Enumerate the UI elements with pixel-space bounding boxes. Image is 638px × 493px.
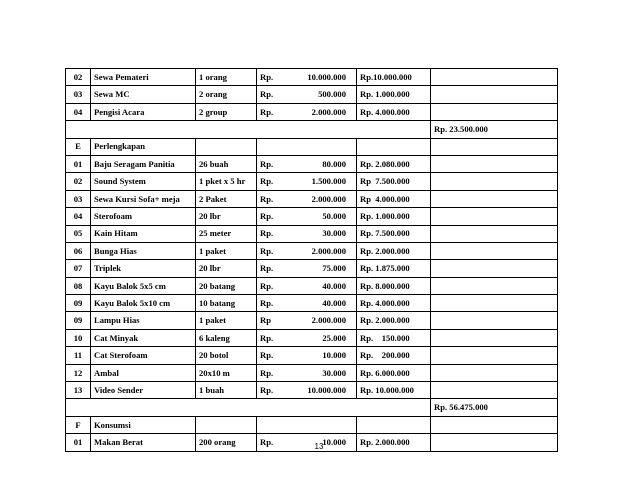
currency-label: Rp. [260, 297, 274, 308]
unit-price: 2.000.000 [311, 245, 346, 256]
item-name: Sewa MC [91, 86, 196, 103]
item-total: Rp. 2.000.000 [357, 434, 431, 451]
item-total: Rp. 1.000.000 [357, 208, 431, 225]
subtotal-row [66, 399, 558, 416]
row-number: 12 [66, 364, 91, 381]
unit-price: 80.000 [322, 158, 346, 169]
unit-price: 10.000.000 [307, 71, 346, 82]
row-number: 09 [66, 295, 91, 312]
row-number: 06 [66, 242, 91, 259]
subtotal-empty-cell [431, 208, 558, 225]
item-name: Bunga Hias [91, 242, 196, 259]
unit-price-cell [257, 312, 357, 329]
table-row [66, 208, 558, 225]
section-letter: F [66, 416, 91, 433]
subtotal-empty-cell [431, 69, 558, 86]
table-row [66, 329, 558, 346]
item-total: Rp 7.500.000 [357, 173, 431, 190]
table-row [66, 225, 558, 242]
section-empty-cell [257, 416, 357, 433]
unit-price-cell [257, 86, 357, 103]
subtotal-empty-cell [431, 329, 558, 346]
unit-price: 40.000 [322, 280, 346, 291]
subtotal-empty-cell [431, 86, 558, 103]
unit-price: 10.000 [322, 437, 346, 448]
unit-price-cell [257, 173, 357, 190]
row-number: 01 [66, 155, 91, 172]
currency-label: Rp. [260, 211, 274, 222]
table-row [66, 86, 558, 103]
row-number: 03 [66, 190, 91, 207]
unit-price: 1.500.000 [311, 176, 346, 187]
row-number: 13 [66, 382, 91, 399]
currency-label: Rp. [260, 106, 274, 117]
table-row [66, 103, 558, 120]
unit-price-cell [257, 155, 357, 172]
subtotal-empty-cell [431, 103, 558, 120]
table-row [66, 347, 558, 364]
row-number: 04 [66, 208, 91, 225]
row-number: 10 [66, 329, 91, 346]
item-total: Rp. 2.080.000 [357, 155, 431, 172]
currency-label: Rp. [260, 263, 274, 274]
item-volume: 20 lbr [196, 208, 257, 225]
currency-label: Rp. [260, 158, 274, 169]
subtotal-empty-cell [431, 382, 558, 399]
currency-label: Rp. [260, 89, 274, 100]
item-volume: 1 paket [196, 312, 257, 329]
section-title: Konsumsi [91, 416, 196, 433]
budget-table-body [66, 69, 558, 452]
item-name: Sewa Kursi Sofa+ meja [91, 190, 196, 207]
subtotal-empty-cell [431, 295, 558, 312]
row-number: 08 [66, 277, 91, 294]
row-number: 05 [66, 225, 91, 242]
unit-price: 50.000 [322, 211, 346, 222]
item-total: Rp. 1.000.000 [357, 86, 431, 103]
item-volume: 20 lbr [196, 260, 257, 277]
unit-price-cell [257, 260, 357, 277]
item-volume: 20x10 m [196, 364, 257, 381]
unit-price-cell [257, 103, 357, 120]
item-total: Rp.10.000.000 [357, 69, 431, 86]
page-number: 13 [314, 442, 324, 451]
item-name: Sewa Pemateri [91, 69, 196, 86]
unit-price: 75.000 [322, 263, 346, 274]
subtotal-empty-cell [431, 277, 558, 294]
item-name: Sterofoam [91, 208, 196, 225]
item-name: Baju Seragam Panitia [91, 155, 196, 172]
table-row [66, 382, 558, 399]
item-total: Rp. 1.875.000 [357, 260, 431, 277]
item-total: Rp. 8.000.000 [357, 277, 431, 294]
section-header-row [66, 138, 558, 155]
table-row [66, 69, 558, 86]
item-name: Sound System [91, 173, 196, 190]
item-total: Rp. 7.500.000 [357, 225, 431, 242]
section-title: Perlengkapan [91, 138, 196, 155]
unit-price-cell [257, 347, 357, 364]
currency-label: Rp. [260, 367, 274, 378]
item-name: Cat Sterofoam [91, 347, 196, 364]
currency-label: Rp. [260, 71, 274, 82]
unit-price-cell [257, 329, 357, 346]
subtotal-empty-cell [431, 173, 558, 190]
item-name: Cat Minyak [91, 329, 196, 346]
unit-price-cell [257, 225, 357, 242]
item-volume: 20 botol [196, 347, 257, 364]
section-letter: E [66, 138, 91, 155]
currency-label: Rp. [260, 384, 274, 395]
section-empty-cell [431, 416, 558, 433]
item-volume: 26 buah [196, 155, 257, 172]
unit-price: 2.000.000 [311, 315, 346, 326]
currency-label: Rp. [260, 245, 274, 256]
section-empty-cell [257, 138, 357, 155]
item-total: Rp 4.000.000 [357, 190, 431, 207]
table-row [66, 295, 558, 312]
row-number: 07 [66, 260, 91, 277]
unit-price-cell [257, 277, 357, 294]
item-volume: 1 pket x 5 hr [196, 173, 257, 190]
currency-label: Rp. [260, 228, 274, 239]
unit-price-cell [257, 190, 357, 207]
item-total: Rp. 200.000 [357, 347, 431, 364]
item-name: Triplek [91, 260, 196, 277]
item-volume: 1 buah [196, 382, 257, 399]
item-total: Rp. 6.000.000 [357, 364, 431, 381]
item-name: Lampu Hias [91, 312, 196, 329]
subtotal-empty-cell [431, 225, 558, 242]
unit-price-cell [257, 382, 357, 399]
table-row [66, 190, 558, 207]
item-name: Kayu Balok 5x5 cm [91, 277, 196, 294]
section-empty-cell [357, 138, 431, 155]
currency-label: Rp. [260, 437, 274, 448]
item-volume: 10 batang [196, 295, 257, 312]
section-header-row [66, 416, 558, 433]
item-volume: 2 orang [196, 86, 257, 103]
currency-label: Rp. [260, 280, 274, 291]
subtotal-spacer [66, 399, 431, 416]
currency-label: Rp. [260, 193, 274, 204]
unit-price: 25.000 [322, 332, 346, 343]
row-number: 02 [66, 69, 91, 86]
unit-price: 2.000.000 [311, 193, 346, 204]
row-number: 01 [66, 434, 91, 451]
item-name: Ambal [91, 364, 196, 381]
unit-price: 40.000 [322, 297, 346, 308]
table-row [66, 312, 558, 329]
table-row [66, 242, 558, 259]
item-name: Pengisi Acara [91, 103, 196, 120]
subtotal-value: Rp. 56.475.000 [431, 399, 558, 416]
item-volume: 200 orang [196, 434, 257, 451]
table-row [66, 364, 558, 381]
row-number: 03 [66, 86, 91, 103]
item-name: Makan Berat [91, 434, 196, 451]
item-volume: 2 group [196, 103, 257, 120]
item-volume: 1 orang [196, 69, 257, 86]
unit-price-cell [257, 364, 357, 381]
item-name: Kayu Balok 5x10 cm [91, 295, 196, 312]
item-volume: 25 meter [196, 225, 257, 242]
table-row [66, 277, 558, 294]
row-number: 09 [66, 312, 91, 329]
item-total: Rp. 2.000.000 [357, 312, 431, 329]
unit-price: 30.000 [322, 228, 346, 239]
unit-price-cell [257, 295, 357, 312]
subtotal-empty-cell [431, 190, 558, 207]
subtotal-empty-cell [431, 260, 558, 277]
section-empty-cell [431, 138, 558, 155]
subtotal-empty-cell [431, 242, 558, 259]
row-number: 11 [66, 347, 91, 364]
section-empty-cell [357, 416, 431, 433]
currency-label: Rp. [260, 350, 274, 361]
unit-price-cell [257, 69, 357, 86]
subtotal-spacer [66, 121, 431, 138]
item-volume: 2 Paket [196, 190, 257, 207]
unit-price: 500.000 [318, 89, 346, 100]
unit-price-cell [257, 242, 357, 259]
row-number: 04 [66, 103, 91, 120]
currency-label: Rp. [260, 176, 274, 187]
item-total: Rp. 4.000.000 [357, 295, 431, 312]
section-empty-cell [196, 416, 257, 433]
subtotal-empty-cell [431, 312, 558, 329]
item-total: Rp. 150.000 [357, 329, 431, 346]
item-name: Kain Hitam [91, 225, 196, 242]
subtotal-value: Rp. 23.500.000 [431, 121, 558, 138]
unit-price: 2.000.000 [311, 106, 346, 117]
section-empty-cell [196, 138, 257, 155]
row-number: 02 [66, 173, 91, 190]
unit-price: 30.000 [322, 367, 346, 378]
item-name: Video Sender [91, 382, 196, 399]
table-row [66, 155, 558, 172]
currency-label: Rp. [260, 332, 274, 343]
item-total: Rp. 10.000.000 [357, 382, 431, 399]
item-total: Rp. 4.000.000 [357, 103, 431, 120]
subtotal-row [66, 121, 558, 138]
item-total: Rp. 2.000.000 [357, 242, 431, 259]
subtotal-empty-cell [431, 364, 558, 381]
subtotal-empty-cell [431, 347, 558, 364]
unit-price: 10.000.000 [307, 384, 346, 395]
item-volume: 20 batang [196, 277, 257, 294]
subtotal-empty-cell [431, 155, 558, 172]
item-volume: 1 paket [196, 242, 257, 259]
unit-price-cell [257, 208, 357, 225]
table-row [66, 173, 558, 190]
currency-label: Rp [260, 315, 271, 326]
item-volume: 6 kaleng [196, 329, 257, 346]
unit-price: 10.000 [322, 350, 346, 361]
table-row [66, 260, 558, 277]
budget-table [65, 68, 558, 452]
